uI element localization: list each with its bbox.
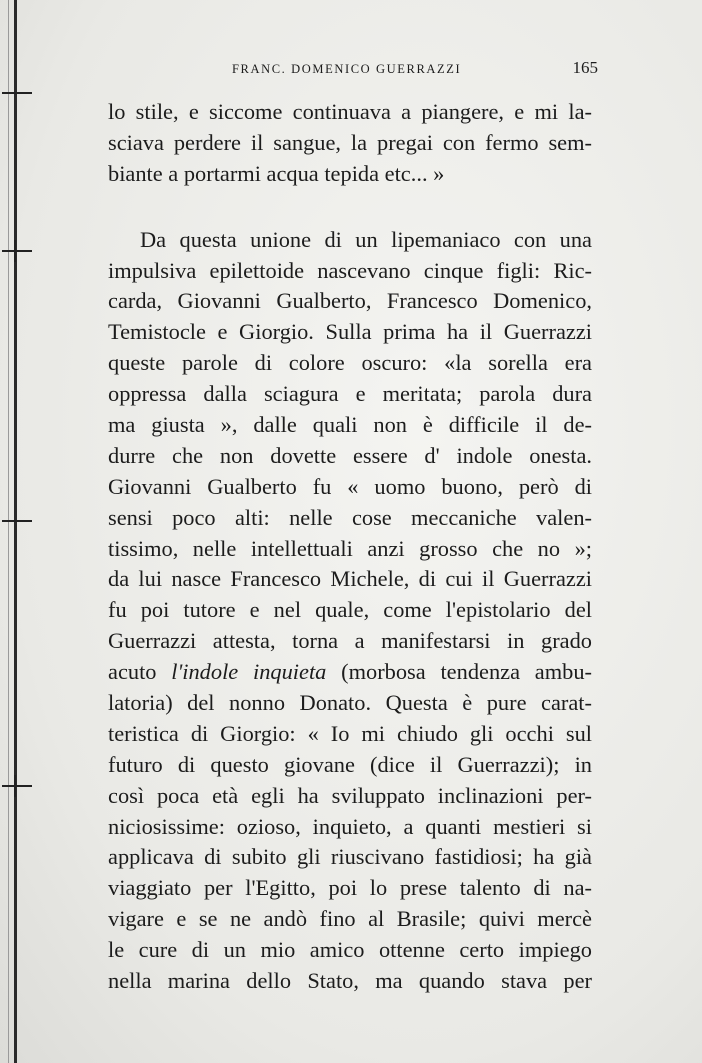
paragraph-gap	[108, 190, 592, 225]
text-line: le cure di un mio amico ottenne certo impiego	[108, 937, 592, 963]
text-segment: acuto	[108, 659, 172, 685]
binding-stitch-mark	[2, 92, 32, 94]
text-line: latoria) del nonno Donato. Questa è pure carat-	[108, 690, 592, 716]
text-line-acuto	[108, 657, 592, 688]
text-line: teristica di Giorgio: « Io mi chiudo gli occhi sul	[108, 720, 592, 746]
page-header	[108, 58, 602, 82]
binding-stitch-mark	[2, 785, 32, 787]
page-number: 165	[572, 58, 598, 77]
italic-phrase: l'indole inquieta	[171, 659, 327, 685]
text-line: Giovanni Gualberto fu « uomo buono, però di	[108, 473, 592, 499]
binding-stitch-mark	[2, 520, 32, 522]
text-line: durre che non dovette essere d' indole onesta.	[108, 442, 592, 468]
text-line: oppressa dalla sciagura e meritata; parola dura	[108, 381, 592, 407]
binding-edge-shadow	[8, 0, 9, 1063]
binding-stitch-mark	[14, 240, 16, 262]
text-line: Guerrazzi attesta, torna a manifestarsi in grado	[108, 628, 592, 654]
text-line: impulsiva epilettoide nascevano cinque figli: Ric-	[108, 257, 592, 283]
text-line: fu poi tutore e nel quale, come l'epistolario del	[108, 597, 592, 623]
text-line: Temistocle e Giorgio. Sulla prima ha il Guerrazzi	[108, 319, 592, 345]
binding-stitch-mark	[2, 250, 32, 252]
text-line: ma giusta », dalle quali non è difficile il de-	[108, 412, 592, 438]
text-line: biante a portarmi acqua tepida etc... »	[108, 160, 445, 186]
text-line: così poca età egli ha sviluppato inclinazioni per-	[108, 782, 592, 808]
text-line: applicava di subito gli riuscivano fastidiosi; ha già	[108, 844, 592, 870]
text-line: sensi poco alti: nelle cose meccaniche valen-	[108, 504, 592, 530]
binding-edge	[14, 0, 17, 1063]
text-line: sciava perdere il sangue, la pregai con fermo sem-	[108, 129, 592, 155]
text-segment: (morbosa tendenza ambu-	[326, 659, 592, 685]
text-line: Da questa unione di un lipemaniaco con una	[140, 226, 592, 252]
text-line: futuro di questo giovane (dice il Guerrazzi); in	[108, 751, 592, 777]
text-line: nella marina dello Stato, ma quando stava per	[108, 968, 592, 994]
text-line: lo stile, e siccome continuava a piangere, e mi la-	[108, 99, 592, 124]
text-line: carda, Giovanni Gualberto, Francesco Domenico,	[108, 288, 592, 314]
running-title: FRANC. DOMENICO GUERRAZZI	[232, 62, 462, 76]
text-line: viaggiato per l'Egitto, poi lo prese talento di na-	[108, 875, 592, 901]
text-line: da lui nasce Francesco Michele, di cui il Guerrazzi	[108, 566, 592, 592]
body-text	[108, 97, 592, 997]
text-line: queste parole di colore oscuro: «la sorella era	[108, 350, 592, 376]
binding-stitch-mark	[14, 775, 16, 797]
text-line: vigare e se ne andò fino al Brasile; quivi mercè	[108, 906, 592, 932]
text-line: tissimo, nelle intellettuali anzi grosso che no »;	[108, 535, 592, 561]
text-line: niciosissime: ozioso, inquieto, a quanti mestieri si	[108, 813, 592, 839]
